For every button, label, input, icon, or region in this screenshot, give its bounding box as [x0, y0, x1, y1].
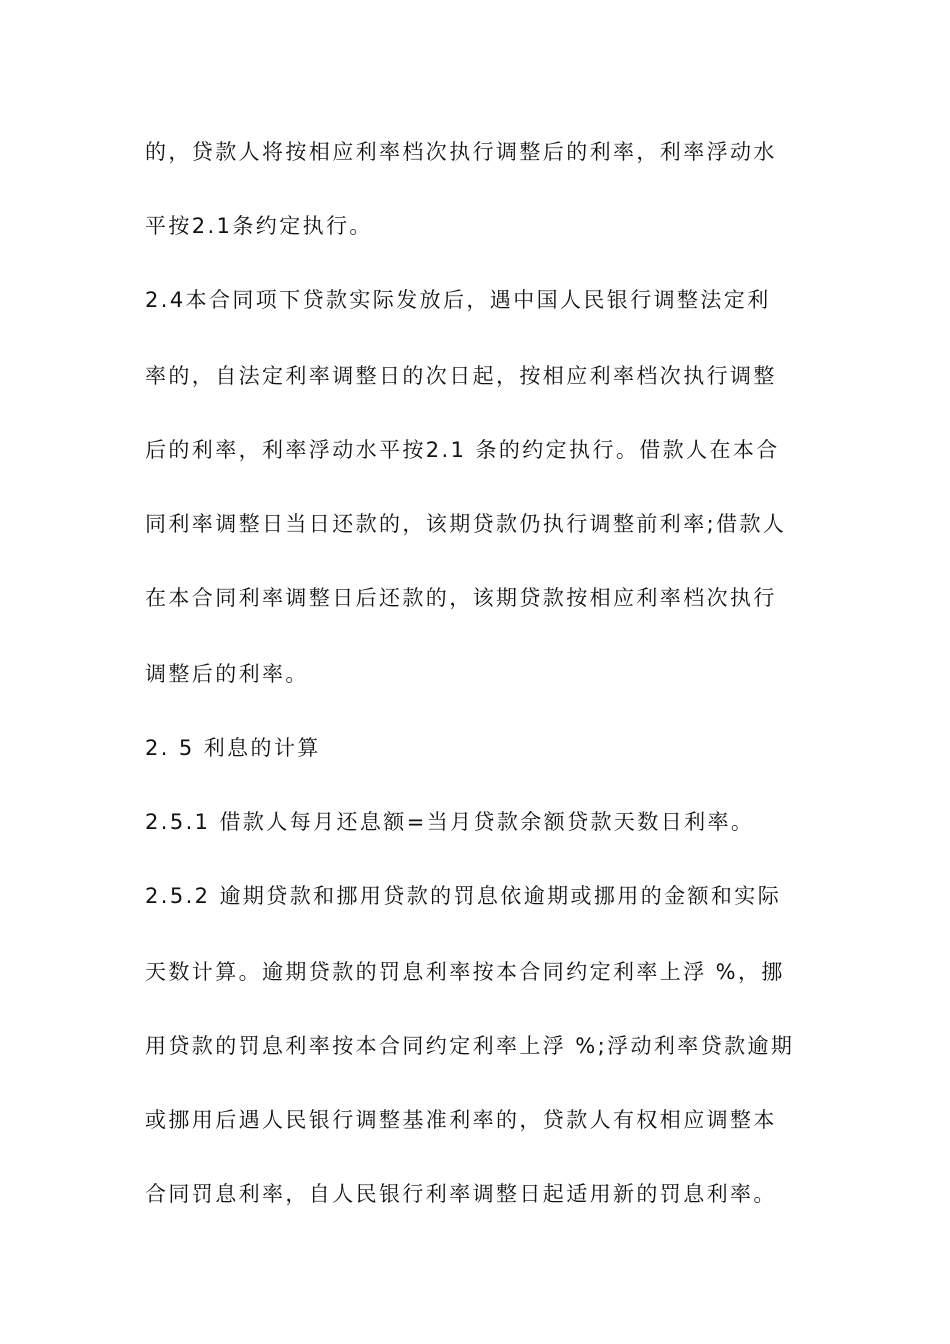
text-line-1: 的，贷款人将按相应利率档次执行调整后的利率，利率浮动水: [145, 140, 777, 164]
text-line-14: 或挪用后遇人民银行调整基准利率的，贷款人有权相应调整本: [145, 1108, 777, 1132]
text-line-15: 合同罚息利率，自人民银行利率调整日起适用新的罚息利率。: [145, 1182, 777, 1206]
text-line-4: 率的，自法定利率调整日的次日起，按相应利率档次执行调整: [145, 364, 777, 388]
text-line-13: 用贷款的罚息利率按本合同约定利率上浮 %;浮动利率贷款逾期: [145, 1034, 795, 1058]
text-line-5: 后的利率，利率浮动水平按2.1 条的约定执行。借款人在本合: [145, 438, 780, 462]
text-line-6: 同利率调整日当日还款的，该期贷款仍执行调整前利率;借款人: [145, 512, 787, 536]
text-line-2: 平按2.1条约定执行。: [145, 214, 373, 238]
text-line-7: 在本合同利率调整日后还款的，该期贷款按相应利率档次执行: [145, 586, 777, 610]
text-line-3: 2.4本合同项下贷款实际发放后，遇中国人民银行调整法定利: [145, 288, 771, 312]
section-heading-2-5: 2. 5 利息的计算: [145, 736, 321, 760]
text-line-8: 调整后的利率。: [145, 662, 309, 686]
text-line-12: 天数计算。逾期贷款的罚息利率按本合同约定利率上浮 %，挪: [145, 960, 785, 984]
text-line-10: 2.5.1 借款人每月还息额=当月贷款余额贷款天数日利率。: [145, 810, 755, 834]
text-line-11: 2.5.2 逾期贷款和挪用贷款的罚息依逾期或挪用的金额和实际: [145, 884, 782, 908]
